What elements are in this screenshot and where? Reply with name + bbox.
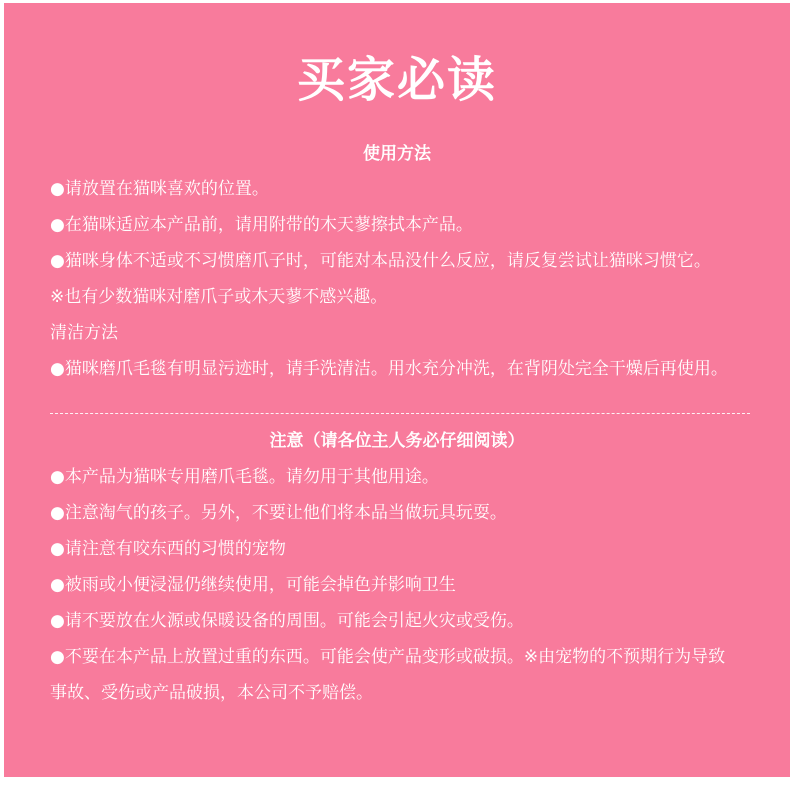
usage-line: ●猫咪身体不适或不习惯磨爪子时，可能对本品没什么反应，请反复尝试让猫咪习惯它。 — [50, 251, 711, 271]
notice-heading: 注意（请各位主人务必仔细阅读） — [269, 431, 525, 451]
cleaning-line: ●猫咪磨爪毛毯有明显污迹时，请手洗清洁。用水充分冲洗，在背阴处完全干燥后再使用。 — [50, 359, 728, 379]
usage-line: ●在猫咪适应本产品前，请用附带的木天蓼擦拭本产品。 — [50, 215, 473, 235]
usage-note: ※也有少数猫咪对磨爪子或木天蓼不感兴趣。 — [50, 287, 388, 307]
notice-line: ●被雨或小便浸湿仍继续使用，可能会掉色并影响卫生 — [50, 575, 456, 595]
notice-line: ●请注意有咬东西的习惯的宠物 — [50, 539, 286, 559]
notice-line: ●不要在本产品上放置过重的东西。可能会使产品变形或破损。※由宠物的不预期行为导致 — [50, 647, 726, 667]
page-title: 买家必读 — [296, 52, 497, 108]
buyer-notice-panel — [4, 3, 790, 777]
notice-line: ●请不要放在火源或保暖设备的周围。可能会引起火灾或受伤。 — [50, 611, 524, 631]
usage-heading: 使用方法 — [363, 144, 431, 164]
notice-line: ●注意淘气的孩子。另外，不要让他们将本品当做玩具玩耍。 — [50, 503, 507, 523]
usage-line: ●请放置在猫咪喜欢的位置。 — [50, 179, 269, 199]
section-divider — [50, 413, 750, 414]
notice-line-continued: 事故、受伤或产品破损，本公司不予赔偿。 — [50, 683, 373, 703]
notice-line: ●本产品为猫咪专用磨爪毛毯。请勿用于其他用途。 — [50, 467, 439, 487]
cleaning-heading: 清洁方法 — [50, 323, 118, 343]
